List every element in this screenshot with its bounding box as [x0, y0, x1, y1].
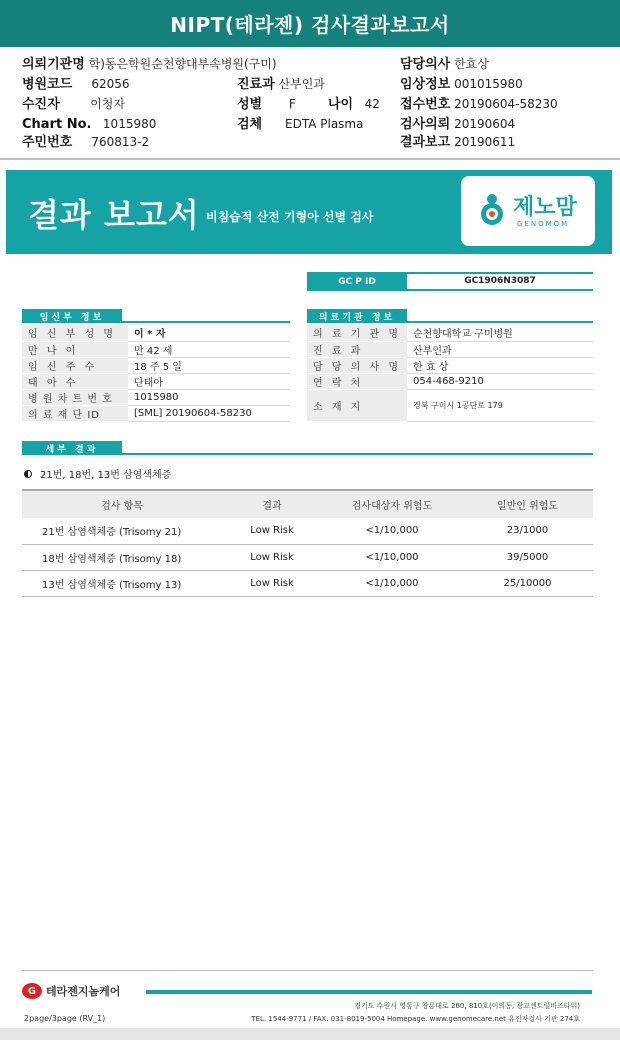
- logo-text: 제노맘: [513, 195, 577, 220]
- half-circle-icon: [24, 470, 32, 478]
- results-header-row: 검사 항목 결과 검사대상자 위험도 일반인 위험도: [22, 490, 593, 518]
- details-section-line: [122, 453, 593, 455]
- institution-row-name: 의 료 기 관 명 순천향대학교 구미병원: [307, 325, 593, 341]
- gcp-top-line: [307, 272, 593, 274]
- report-title: NIPT(테라젠) 검사결과보고서: [170, 13, 450, 37]
- patient-row-foundation-id: 의 료 재 단 ID [SML] 20190604-58230: [22, 405, 290, 421]
- institution-row-department: 진 료 과 산부인과: [307, 341, 593, 357]
- header-field-department: 진료과 산부인과: [237, 77, 325, 92]
- header-field-report-date: 결과보고 20190611: [400, 135, 516, 150]
- banner-title: 결과 보고서: [28, 196, 200, 234]
- header-field-patient: 수진자 이청자: [22, 97, 125, 112]
- patient-section-line: [122, 321, 290, 323]
- header-field-sex: 성별 F: [237, 97, 296, 112]
- report-title-bar: [0, 0, 620, 47]
- header-field-receipt-no: 접수번호 20190604-58230: [400, 97, 558, 112]
- genomom-logo: [461, 176, 595, 246]
- logo-subtext: GENOMOM: [517, 220, 570, 228]
- results-table: [22, 489, 593, 597]
- genomom-logo-icon: [477, 192, 507, 226]
- page-bottom-gap: [0, 1028, 620, 1040]
- institution-info-table: [307, 325, 593, 422]
- header-field-age: 나이 42: [328, 97, 380, 112]
- header-field-specimen: 검체 EDTA Plasma: [237, 117, 364, 132]
- patient-row-weeks: 임 신 주 수 18 주 5 일: [22, 357, 290, 373]
- gcp-id-value: GC1906N3087: [407, 273, 593, 291]
- institution-row-doctor: 담 당 의 사 명 한 효 상: [307, 357, 593, 373]
- header-field-doctor: 담당의사 한효상: [400, 57, 489, 72]
- gcp-id-label: GC P ID: [307, 273, 407, 291]
- patient-section-tag: 임신부 정보: [22, 309, 122, 323]
- patient-row-age: 만 나 이 만 42 세: [22, 341, 290, 357]
- terragen-logo: [22, 983, 120, 999]
- banner-subtitle: 비침습적 산전 기형아 선별 검사: [206, 210, 374, 224]
- institution-section-tag: 의료기관 정보: [307, 309, 407, 323]
- table-row: 18번 삼염색체증 (Trisomy 18) Low Risk <1/10,000 39/5000: [22, 544, 593, 570]
- footer-address: 경기도 수원시 영통구 창룡대로 260, 810호(이의동, 광교센트럴비즈타워): [354, 1002, 580, 1010]
- report-banner: [6, 170, 612, 254]
- footer-contact: TEL. 1544-9771 / FAX. 031-8019-5004 Homepage. www.genomecare.net 유전자검사 기관 274호: [251, 1015, 580, 1023]
- header-field-clinical-info: 임상정보 001015980: [400, 77, 523, 92]
- patient-row-name: 임 신 부 성 명 이 * 자: [22, 325, 290, 341]
- footer-brand: 테라젠지놈케어: [46, 985, 121, 998]
- patient-info-table: [22, 325, 290, 422]
- institution-row-contact: 연 락 처 054-468-9210: [307, 373, 593, 389]
- institution-section-line: [407, 321, 593, 323]
- table-row: 21번 삼염색체증 (Trisomy 21) Low Risk <1/10,000 23/1000: [22, 518, 593, 544]
- patient-row-chart: 병 원 차 트 번 호 1015980: [22, 389, 290, 405]
- header-field-request-date: 검사의뢰 20190604: [400, 117, 516, 132]
- header-field-institution: 의뢰기관명 학)동은학원순천향대부속병원(구미): [22, 57, 277, 72]
- details-section-tag: 세부 결과: [22, 441, 122, 455]
- header-field-hospital-code: 병원코드 62056: [22, 77, 130, 92]
- header-field-resident-no: 주민번호 760813-2: [22, 135, 150, 150]
- page-number: 2page/3page (RV_1): [24, 1014, 106, 1023]
- footer-teal-bar: [146, 990, 592, 994]
- table-row: 13번 삼염색체증 (Trisomy 13) Low Risk <1/10,000 25/10000: [22, 570, 593, 596]
- institution-row-address: 소 재 지 경북 구미시 1공단로 179: [307, 389, 593, 421]
- header-field-chart-no: Chart No. 1015980: [22, 117, 157, 132]
- footer-divider: [22, 970, 593, 971]
- terragen-g-icon: G: [22, 983, 42, 999]
- details-subtitle: 21번, 18번, 13번 삼염색체증: [24, 466, 171, 481]
- patient-row-fetus: 태 아 수 단태아: [22, 373, 290, 389]
- header-divider: [0, 158, 620, 160]
